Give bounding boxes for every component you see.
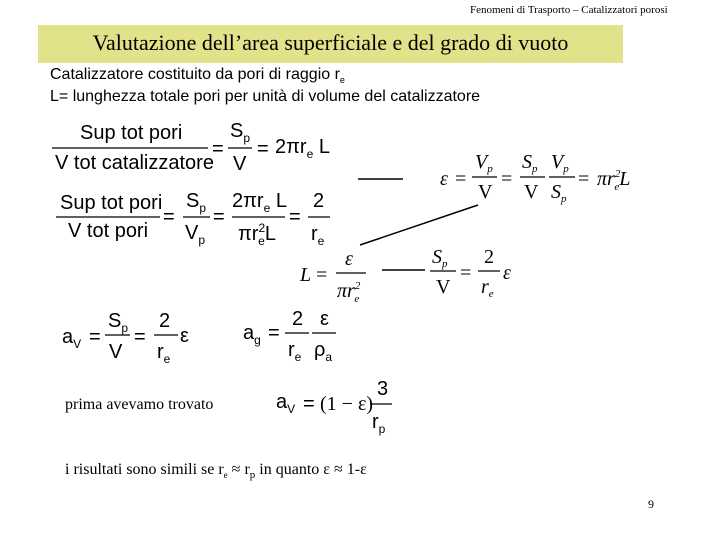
eq7-f2-den: $\rho_a$ [314,339,333,364]
eq2-den: V tot pori [68,220,149,242]
eq5-tail: ε [503,262,511,284]
eq6-lhs: $a_V$ [62,326,82,351]
eq4-eq: = [316,264,328,286]
equation-length [299,248,366,305]
eq2-f4-den: $r_e$ [311,223,325,248]
conclusion-sub-2: p [249,469,256,482]
eq3-lhs: ε [440,168,448,190]
equation-surface-over-pore-volume [56,190,330,248]
eq6-tail: ε [180,325,189,347]
eq3-f3-den: $S_p$ [551,181,567,205]
conclusion-text-3: in quanto ε ≈ 1-ε [255,461,367,478]
eq4-den: $\pi r^2$ e [337,280,361,305]
eq5-f2-den: $r_e$ [481,276,494,300]
equation-av [62,310,189,366]
eq6-f2-den: $r_e$ [157,341,171,366]
eq7-f2-num: ε [320,308,329,330]
conclusion-text-1: i risultati sono simili se r [65,461,224,478]
eq1-eq-1: = [212,138,224,160]
equation-av-previous [276,378,392,436]
eq2-f2-den: $V_p$ [185,222,206,247]
eq8-lhs: $a_V$ [276,391,296,416]
previous-result-label: prima avevamo trovato [65,396,214,413]
eq1-eq-2: = [257,138,269,160]
eq3-result: $\pi r^2$ eL [597,168,631,193]
conclusion-text-2: ≈ r [227,461,250,478]
eq7-f1-den: $r_e$ [288,339,302,364]
eq1-rhs-den: V [233,153,247,175]
eq3-eq-2: = [501,168,513,190]
intro-line-2: L= lunghezza totale pori per unità di volume del catalizzatore [50,88,481,105]
eq2-eq-1: = [163,206,175,228]
eq3-f2-num: $S_p$ [522,151,538,175]
eq8-paren: (1 − ε) [320,393,373,415]
eq5-f1-den: V [436,276,451,298]
equation-ag [243,308,336,364]
connector-lines [358,179,478,270]
eq1-result: $2\pi r_e$ L [275,136,330,161]
connector-line-2 [360,205,478,245]
equation-surface-over-catalyst-volume [52,120,330,175]
eq2-f3-num: $2\pi r_e$ L [232,190,287,215]
conclusion-line [65,461,367,481]
eq3-f1-den: V [478,181,493,203]
eq8-f-den: $r_p$ [372,411,386,436]
eq1-num: Sup tot pori [80,122,183,144]
eq6-f1-den: V [109,341,123,363]
eq2-f2-num: $S_p$ [186,190,207,215]
eq6-eq-2: = [134,326,146,348]
equation-specific-surface [430,246,511,300]
eq2-eq-2: = [213,206,225,228]
eq6-eq-1: = [89,326,101,348]
eq3-eq-3: = [578,168,590,190]
page-number: 9 [648,497,654,511]
intro-line-1-sub: e [339,75,345,86]
eq2-f3-den: $\pi r^2$ eL [238,221,276,248]
eq3-f3-num: $V_p$ [551,151,569,175]
eq5-f1-num: $S_p$ [432,246,448,270]
eq6-f1-num: $S_p$ [108,310,129,335]
eq3-eq-1: = [455,168,467,190]
conclusion-sub-1: e [223,470,228,481]
eq8-f-num: 3 [377,378,389,400]
equation-void-fraction [440,151,630,205]
eq2-f4-num: 2 [313,190,325,212]
eq3-f2-den: V [524,181,539,203]
eq1-rhs-num: $S_p$ [230,120,251,145]
eq7-lhs: $a_g$ [243,322,261,347]
eq5-f2-num: 2 [484,246,494,268]
eq2-num: Sup tot pori [60,192,163,214]
intro-line-1-text: Catalizzatore costituito da pori di raggio r [50,66,340,83]
eq6-f2-num: 2 [159,310,171,332]
eq4-lhs: L [300,264,312,286]
eq8-eq: = [303,393,315,415]
eq7-f1-num: 2 [292,308,304,330]
eq3-f1-num: $V_p$ [475,151,493,175]
eq2-eq-3: = [289,206,301,228]
eq1-den: V tot catalizzatore [55,152,214,174]
slide-title: Valutazione dell’area superficiale e del grado di vuoto [92,30,569,55]
slide-header: Fenomeni di Trasporto – Catalizzatori porosi [470,4,668,16]
eq7-eq: = [268,322,280,344]
eq4-num: ε [345,248,353,270]
eq5-eq: = [460,262,472,284]
